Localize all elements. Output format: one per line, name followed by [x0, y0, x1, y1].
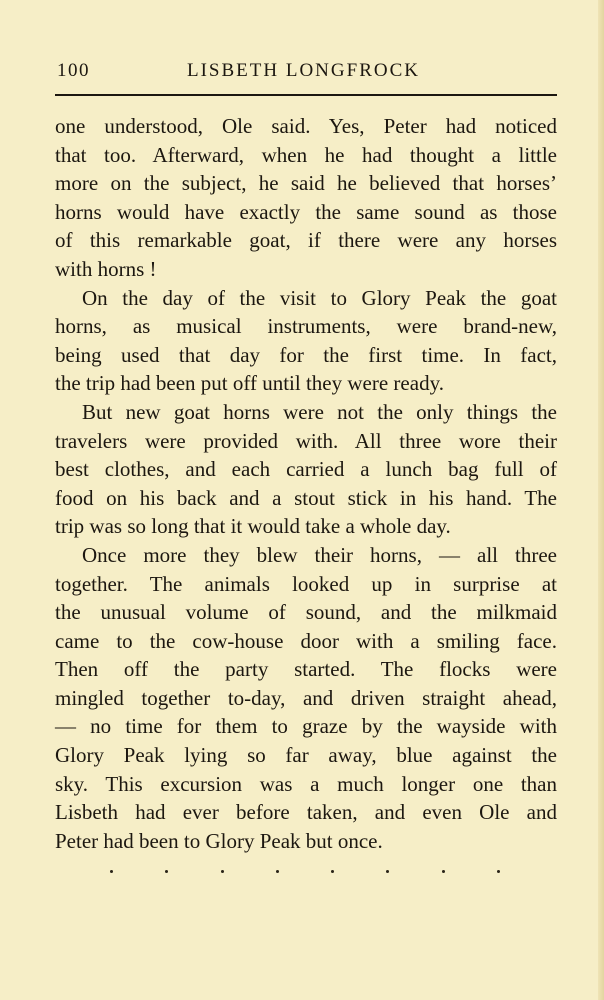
text-line: food on his back and a stout stick in his hand. The — [55, 485, 557, 510]
text-line: being used that day for the first time. In fact, — [55, 342, 557, 367]
section-break-ornament — [110, 862, 500, 882]
page-number: 100 — [57, 60, 90, 81]
text-line: — no time for them to graze by the wayside with — [55, 714, 557, 739]
text-line: one understood, Ole said. Yes, Peter had noticed — [55, 114, 557, 138]
text-line: more on the subject, he said he believed that horses’ — [55, 171, 557, 196]
text-line: travelers were provided with. All three wore their — [55, 428, 557, 453]
text-line: best clothes, and each carried a lunch bag full of — [55, 457, 557, 482]
ornament-dot — [386, 870, 389, 873]
text-line: that too. Afterward, when he had thought a little — [55, 142, 557, 167]
text-line: Once more they blew their horns, — all three — [82, 542, 557, 567]
text-line: On the day of the visit to Glory Peak the goat — [82, 285, 557, 310]
text-line: Glory Peak lying so far away, blue against the — [55, 743, 557, 768]
text-line: horns, as musical instruments, were brand-new, — [55, 314, 557, 339]
ornament-dot — [276, 870, 279, 873]
book-title: LISBETH LONGFROCK — [187, 60, 420, 81]
ornament-dot — [110, 870, 113, 873]
ornament-dot — [442, 870, 445, 873]
body-text — [55, 112, 557, 855]
text-line: Then off the party started. The flocks were — [55, 657, 557, 682]
text-line: Lisbeth had ever before taken, and even Ole and — [55, 800, 557, 825]
text-line: together. The animals looked up in surprise at — [55, 571, 557, 596]
text-line: horns would have exactly the same sound as those — [55, 199, 557, 224]
text-line: of this remarkable goat, if there were any horses — [55, 228, 557, 253]
running-head — [55, 58, 557, 86]
text-line: the unusual volume of sound, and the milkmaid — [55, 600, 557, 625]
text-line: the trip had been put off until they were ready. — [55, 371, 444, 396]
ornament-dot — [331, 870, 334, 873]
text-line: sky. This excursion was a much longer one than — [55, 771, 557, 796]
ornament-dot — [497, 870, 500, 873]
text-line: Peter had been to Glory Peak but once. — [55, 828, 383, 853]
page-edge — [598, 0, 604, 1000]
text-line: trip was so long that it would take a whole day. — [55, 514, 451, 539]
text-line: mingled together to-day, and driven straight ahead, — [55, 685, 557, 710]
header-rule — [55, 94, 557, 96]
text-line: came to the cow-house door with a smiling face. — [55, 628, 557, 653]
text-line: with horns ! — [55, 256, 157, 281]
ornament-dot — [221, 870, 224, 873]
text-line: But new goat horns were not the only things the — [82, 399, 557, 424]
ornament-dot — [165, 870, 168, 873]
